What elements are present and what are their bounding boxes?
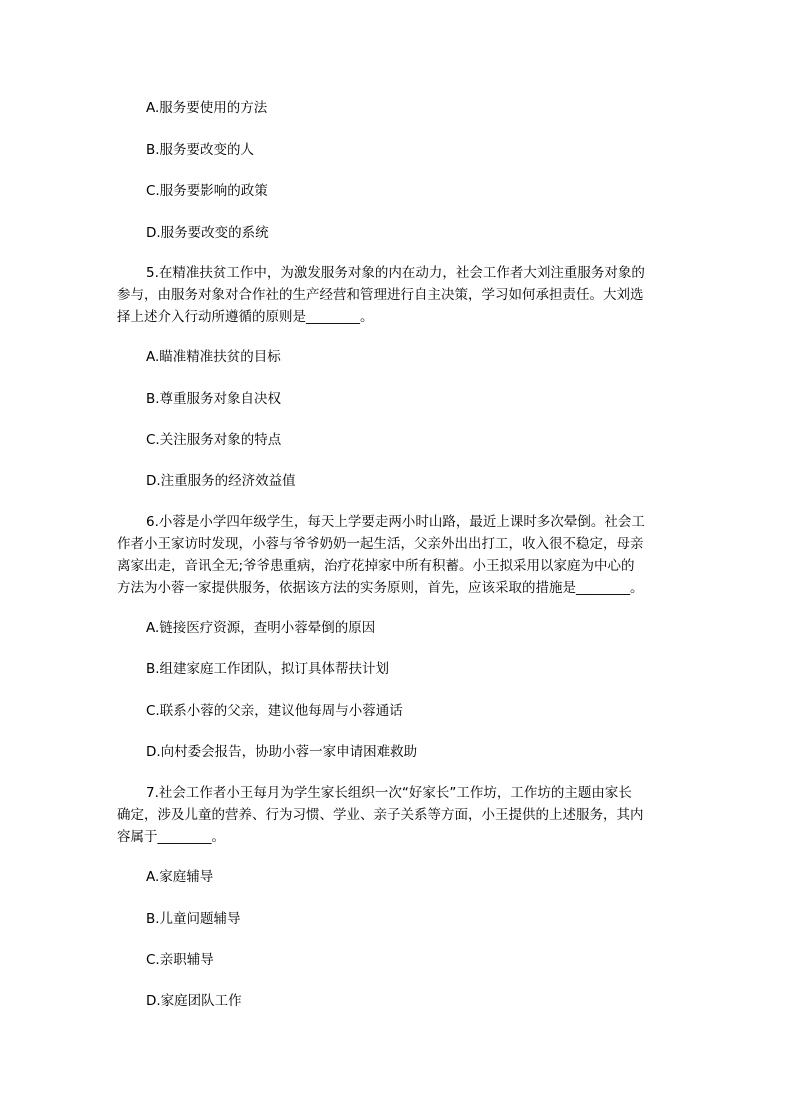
- q6-option-c: C.联系小蓉的父亲，建议他每周与小蓉通话: [146, 703, 403, 719]
- q7-stem-line-2: 确定，涉及儿童的营养、行为习惯、学业、亲子关系等方面，小王提供的上述服务，其内: [117, 807, 644, 823]
- q4-option-c: C.服务要影响的政策: [146, 183, 268, 199]
- q7-option-a: A.家庭辅导: [146, 869, 214, 885]
- q5-stem-line-1: 5.在精准扶贫工作中，为激发服务对象的内在动力，社会工作者大刘注重服务对象的: [146, 265, 645, 281]
- q4-option-d: D.服务要改变的系统: [146, 225, 269, 241]
- q6-stem-line-2: 作者小王家访时发现，小蓉与爷爷奶奶一起生活，父亲外出出打工，收入很不稳定，母亲: [117, 536, 644, 552]
- q7-option-b: B.儿童问题辅导: [146, 911, 241, 927]
- q7-stem-line-3: 容属于________。: [117, 829, 225, 845]
- q5-option-b: B.尊重服务对象自决权: [146, 391, 282, 407]
- q5-stem-line-3: 择上述介入行动所遵循的原则是________。: [117, 309, 374, 325]
- q6-option-a: A.链接医疗资源，查明小蓉晕倒的原因: [146, 620, 376, 636]
- q4-option-b: B.服务要改变的人: [146, 142, 255, 158]
- q5-option-d: D.注重服务的经济效益值: [146, 473, 296, 489]
- q6-stem-line-1: 6.小蓉是小学四年级学生，每天上学要走两小时山路，最近上课时多次晕倒。社会工: [146, 514, 645, 530]
- q6-stem-line-4: 方法为小蓉一家提供服务，依据该方法的实务原则，首先，应该采取的措施是________。: [117, 580, 644, 596]
- q5-stem-line-2: 参与，由服务对象对合作社的生产经营和管理进行自主决策，学习如何承担责任。大刘选: [117, 287, 644, 303]
- q5-option-a: A.瞄准精准扶贫的目标: [146, 349, 281, 365]
- q7-stem-line-1: 7.社会工作者小王每月为学生家长组织一次“好家长”工作坊，工作坊的主题由家长: [146, 785, 632, 801]
- q6-option-b: B.组建家庭工作团队，拟订具体帮扶计划: [146, 661, 390, 677]
- q6-stem-line-3: 离家出走，音讯全无;爷爷患重病，治疗花掉家中所有积蓄。小王拟采用以家庭为中心的: [117, 558, 635, 574]
- q4-option-a: A.服务要使用的方法: [146, 100, 268, 116]
- q6-option-d: D.向村委会报告，协助小蓉一家申请困难救助: [146, 744, 418, 760]
- q7-option-c: C.亲职辅导: [146, 952, 214, 968]
- q5-option-c: C.关注服务对象的特点: [146, 432, 282, 448]
- q7-option-d: D.家庭团队工作: [146, 993, 242, 1009]
